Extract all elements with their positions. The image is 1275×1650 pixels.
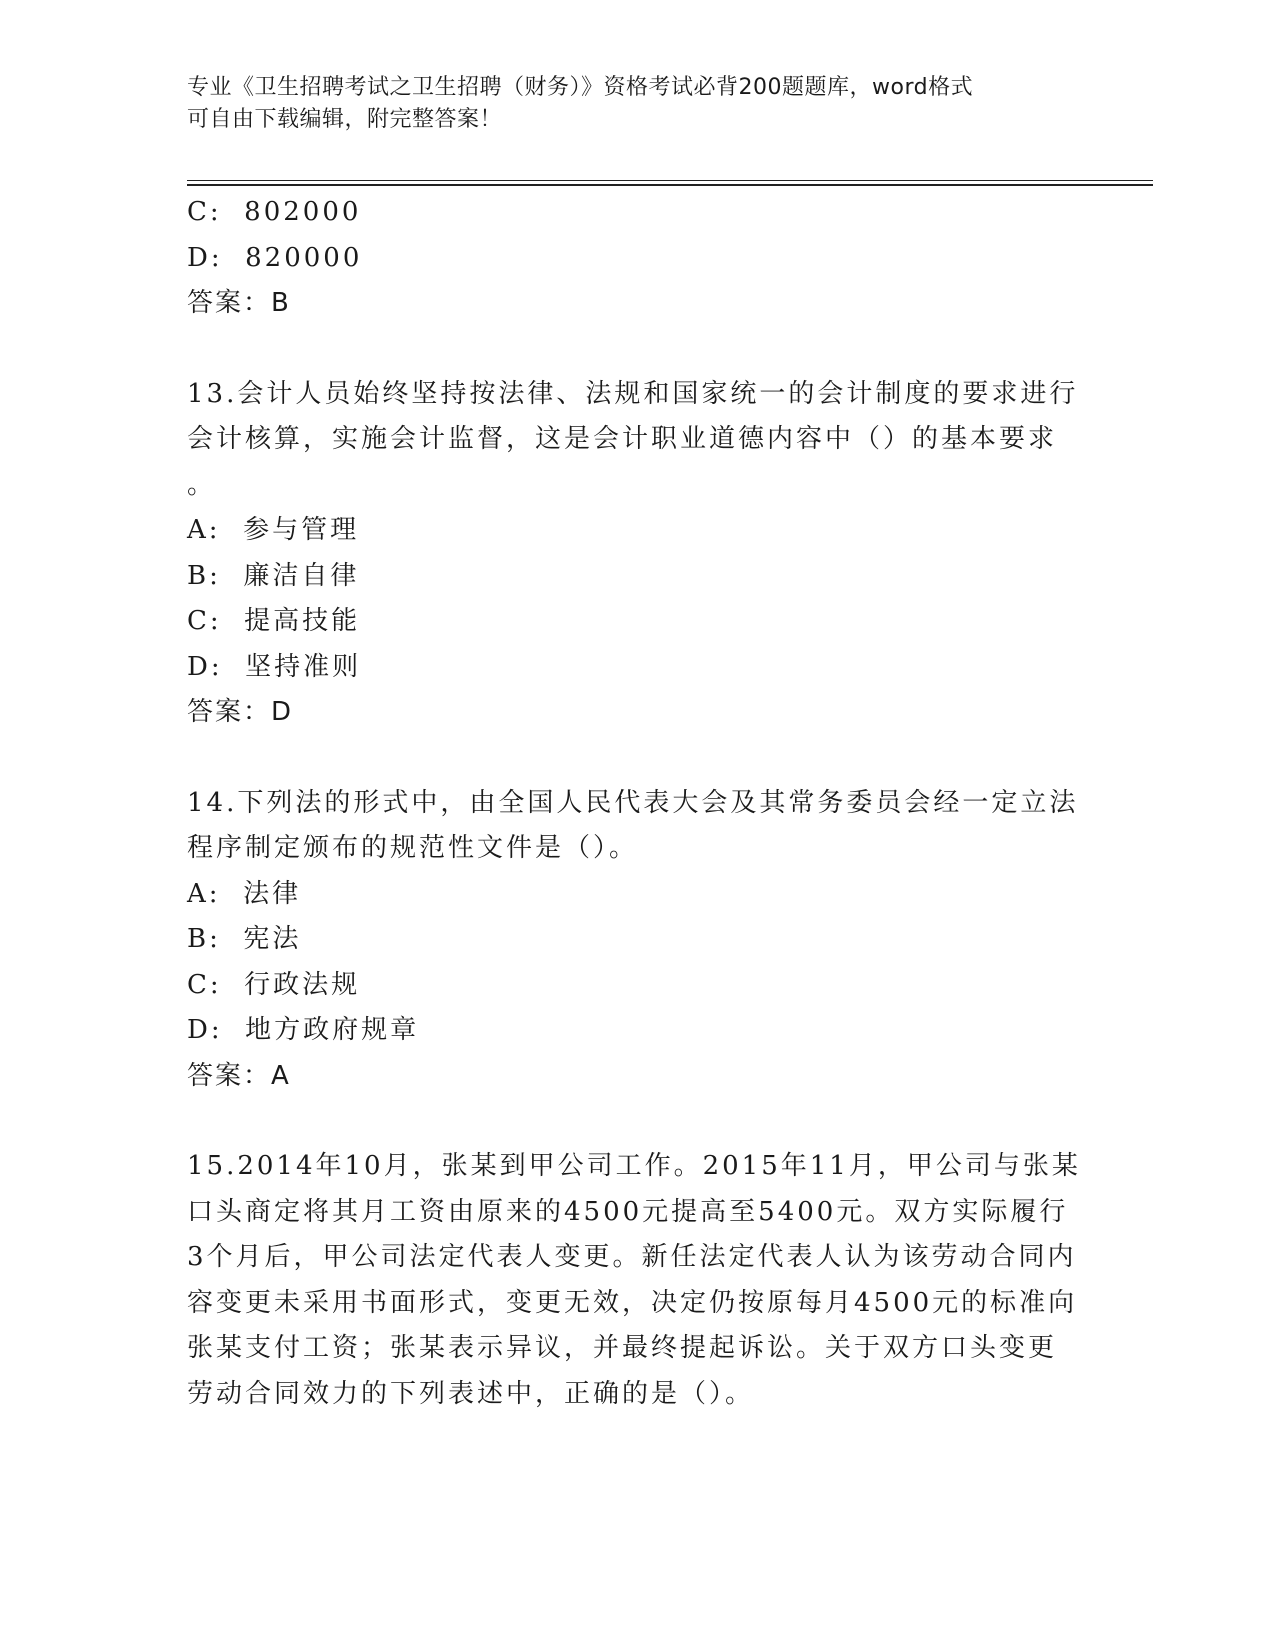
- question-text-line: 15.2014年10月，张某到甲公司工作。2015年11月，甲公司与张某: [187, 1151, 1081, 1181]
- answer-line: 答案：B: [187, 288, 291, 318]
- question-text-line: 口头商定将其月工资由原来的4500元提高至5400元。双方实际履行: [187, 1196, 1069, 1227]
- option-a: A: 参与管理: [187, 515, 360, 545]
- question-text-line: 13.会计人员始终坚持按法律、法规和国家统一的会计制度的要求进行: [187, 378, 1079, 409]
- question-text-line: 。: [187, 469, 217, 500]
- option-d: D: 坚持准则: [187, 651, 362, 682]
- answer-line: 答案：D: [187, 697, 294, 727]
- option-d: D: 820000: [187, 242, 363, 273]
- header-line-1: 专业《卫生招聘考试之卫生招聘（财务）》资格考试必背200题题库，word格式: [187, 75, 974, 100]
- question-13: [187, 372, 1087, 736]
- question-text-line: 劳动合同效力的下列表述中，正确的是（）。: [187, 1378, 755, 1409]
- document-header: [187, 72, 1067, 136]
- header-divider-top: [187, 180, 1153, 181]
- header-line-2: 可自由下载编辑，附完整答案！: [187, 107, 503, 132]
- option-a: A: 法律: [187, 878, 302, 909]
- document-body: [187, 190, 1087, 1417]
- question-text-line: 14.下列法的形式中，由全国人民代表大会及其常务委员会经一定立法: [187, 787, 1079, 818]
- option-c: C: 提高技能: [187, 606, 361, 636]
- question-text-line: 3个月后，甲公司法定代表人变更。新任法定代表人认为该劳动合同内: [187, 1242, 1077, 1272]
- question-12-tail: [187, 190, 1087, 327]
- option-d: D: 地方政府规章: [187, 1015, 420, 1045]
- answer-line: 答案：A: [187, 1060, 291, 1091]
- question-14: [187, 781, 1087, 1100]
- question-text-line: 程序制定颁布的规范性文件是（）。: [187, 833, 639, 863]
- option-c: C: 行政法规: [187, 969, 361, 1000]
- header-divider-bottom: [187, 184, 1153, 186]
- question-text-line: 张某支付工资；张某表示异议，并最终提起诉讼。关于双方口头变更: [187, 1333, 1058, 1363]
- option-b: B: 宪法: [187, 924, 302, 954]
- question-15: [187, 1144, 1087, 1417]
- question-text-line: 会计核算，实施会计监督，这是会计职业道德内容中（）的基本要求: [187, 424, 1058, 454]
- option-c: C: 802000: [187, 197, 362, 227]
- question-text-line: 容变更未采用书面形式，变更无效，决定仍按原每月4500元的标准向: [187, 1287, 1078, 1318]
- option-b: B: 廉洁自律: [187, 560, 360, 591]
